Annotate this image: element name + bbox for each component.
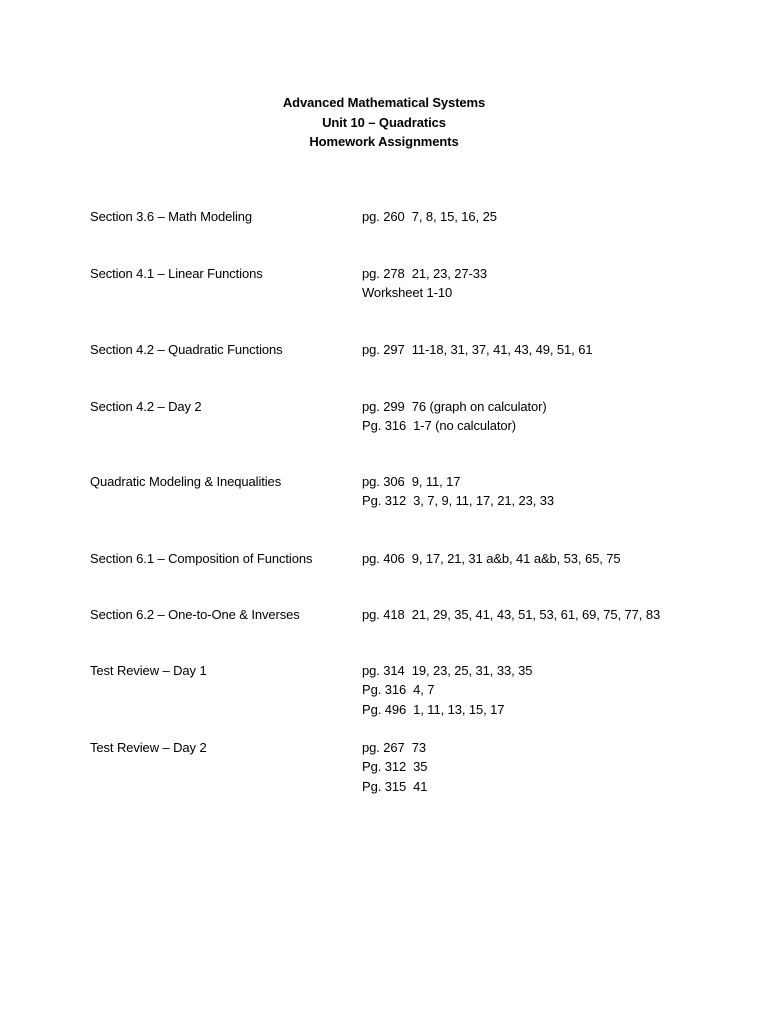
section-name: Quadratic Modeling & Inequalities [90,474,282,489]
section-name: Section 3.6 – Math Modeling [90,209,253,224]
course-title: Advanced Mathematical Systems [282,95,486,110]
assigned-problems [362,207,497,226]
section-name: Section 4.1 – Linear Functions [90,266,263,281]
section-name: Section 4.2 – Day 2 [90,399,202,414]
problem-line: pg. 306 9, 11, 17 [362,474,461,489]
assigned-problems [362,340,592,359]
problem-line: Pg. 315 41 [362,778,428,794]
problem-line: pg. 299 76 (graph on calculator) [362,399,547,414]
problem-line: Pg. 316 1-7 (no calculator) [362,418,517,434]
problem-line: pg. 267 73 [362,740,426,755]
problem-line: Worksheet 1-10 [362,285,453,301]
assigned-problems [362,397,547,436]
assigned-problems [362,472,554,511]
problem-line: pg. 278 21, 23, 27-33 [362,266,488,281]
document-title: Homework Assignments [309,134,459,149]
section-name: Test Review – Day 2 [90,740,207,755]
problem-line: pg. 260 7, 8, 15, 16, 25 [362,209,497,224]
section-name: Test Review – Day 1 [90,663,207,678]
problem-line: Pg. 312 3, 7, 9, 11, 17, 21, 23, 33 [362,493,555,509]
problem-line: pg. 314 19, 23, 25, 31, 33, 35 [362,663,533,678]
problem-line: Pg. 312 35 [362,759,428,775]
section-name: Section 6.2 – One-to-One & Inverses [90,607,300,622]
problem-line: Pg. 316 4, 7 [362,682,435,698]
problem-line: pg. 406 9, 17, 21, 31 a&b, 41 a&b, 53, 65, 75 [362,551,621,566]
assigned-problems [362,549,621,568]
assigned-problems [362,264,487,303]
problem-line: pg. 418 21, 29, 35, 41, 43, 51, 53, 61, 69, 75, 77, 83 [362,607,661,622]
document-header [0,93,768,152]
assigned-problems [362,661,532,719]
assigned-problems [362,738,427,796]
unit-title: Unit 10 – Quadratics [322,114,446,130]
section-name: Section 6.1 – Composition of Functions [90,551,313,566]
problem-line: Pg. 496 1, 11, 13, 15, 17 [362,701,505,717]
problem-line: pg. 297 11-18, 31, 37, 41, 43, 49, 51, 61 [362,342,593,357]
section-name: Section 4.2 – Quadratic Functions [90,342,283,357]
assigned-problems [362,605,660,624]
